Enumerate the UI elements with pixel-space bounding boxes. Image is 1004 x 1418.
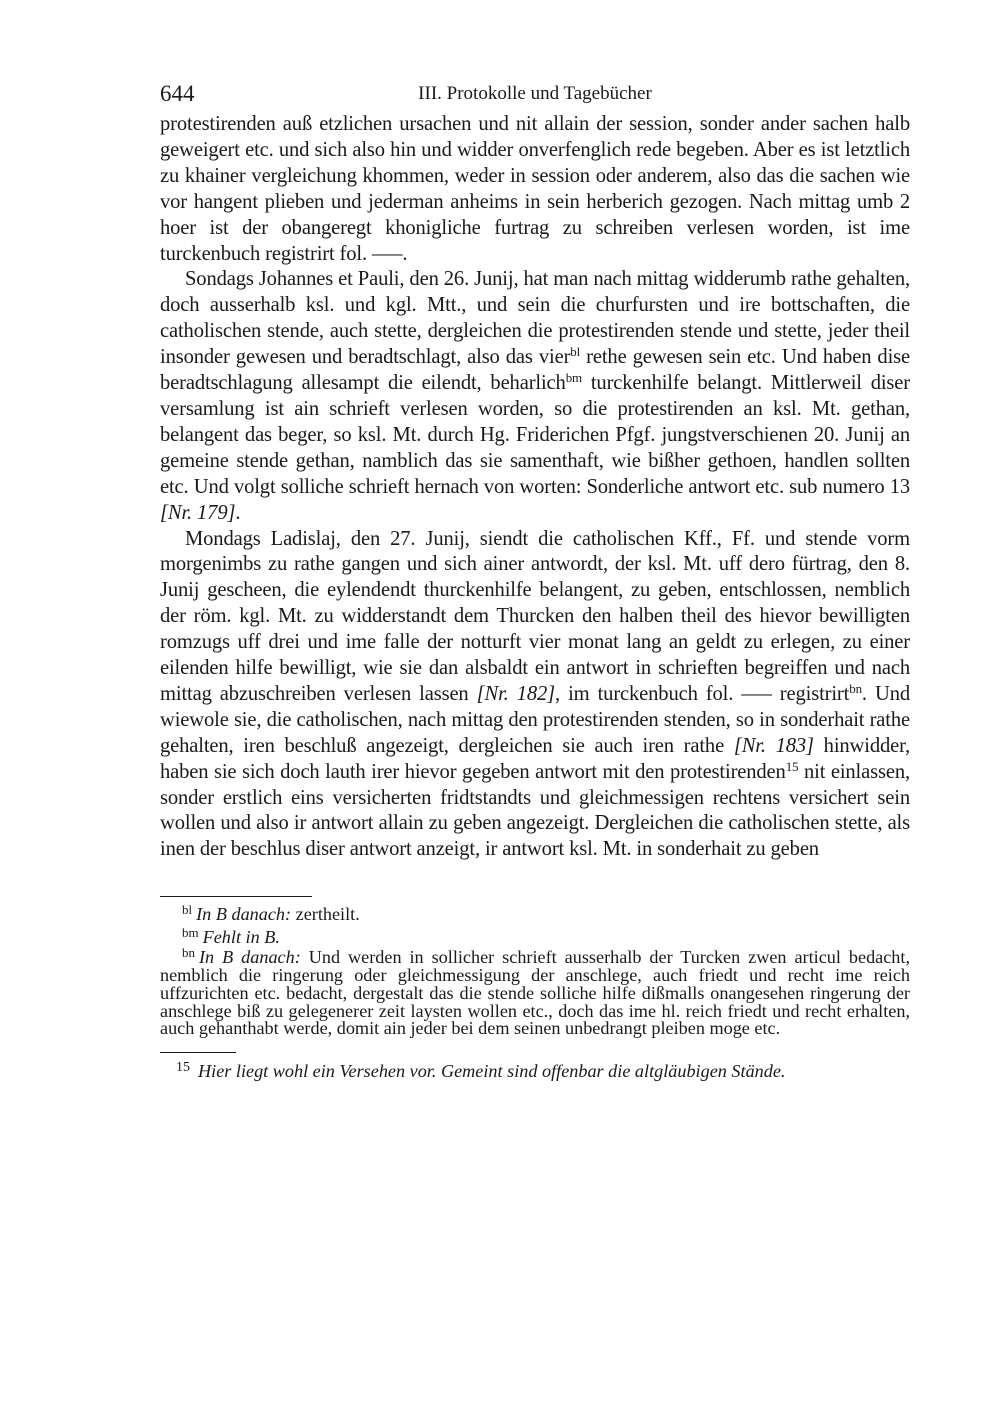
running-title: III. Protokolle und Tagebücher [418,83,652,104]
cross-reference: [Nr. 179] [160,501,236,524]
cross-reference: [Nr. 183] [733,734,814,757]
paragraph-sondags: Sondags Johannes et Pauli, den 26. Junij, hat man nach mittag widderumb rathe gehalten, doch ausserhalb ksl. und kgl. Mtt., und sein die churfursten und ire bottschaften, die catholischen stende, auch stette, dergleichen die protestirenden stende und stette, jeder theil insonder gewesen und beradtschlagt, also das vier$^{bl}$ rethe gewesen sein etc. Und haben dise beradtschlagung allesampt die eilendt, beharlich$^{bm}$ turckenhilfe belangt. Mittlerweil diser versamlung ist ain schrieft verlesen worden, so die protestirenden an ksl. Mt. gethan, belangent das beger, so ksl. Mt. durch Hg. Friderichen Pfgf. jungstverschienen 20. Junij an gemeine stende gethan, namblich das sie samenthaft, wie bißher gethoen, handlen sollten etc. Und volgt solliche schrieft hernach von worten: Sonderliche antwort etc. sub numero 13 [Nr. 179]. [160,268,910,524]
notes-divider [160,896,312,897]
note-bl: $^{bl}$ In B danach: zertheilt. [182,902,360,925]
main-text [160,112,910,863]
note-bm: $^{bm}$ Fehlt in B. [182,925,280,948]
running-header [160,76,910,112]
document-page [160,76,910,1083]
footnote-mark-15: 15 [785,758,799,774]
paragraph-continuation: protestirenden auß etzlichen ursachen und nit allain der session, sonder ander sachen halb geweigert etc. und sich also hin und widder onverfenglich rede begeben. Aber es ist letztlich zu khainer vergleichung khommen, weder in session oder anderem, also das die sachen wie vor hangent plieben und jederman anheims in sein herberich gezogen. Nach mittag umb 2 hoer ist der obangeregt khonigliche furtrag zu schreiben verlesen worden, ist ime turckenbuch registrirt fol. –––. [160,113,910,265]
footnote-divider [160,1052,236,1053]
footnote-15: $^{15}$ Hier liegt wohl ein Versehen vor. Gemeint sind offenbar die altgläubigen Stände. [176,1060,786,1082]
page-number: 644 [160,81,195,106]
note-mark-bm: bm [565,370,582,386]
textual-notes [160,903,910,1038]
cross-reference: [Nr. 182] [476,682,556,705]
note-bn: $^{bn}$ In B danach: Und werden in sollicher schrieft ausserhalb der Turcken zwen articul bedacht, nemblich die ringerung oder gleichmessigung der anschlege, auch friedt und recht ime reich uffzurichten etc. bedacht, dergestalt das die stende solliche hilfe dißmalls onangesehen ringerung der anschlege biß zu gelegenerer zeit laysten wollen etc., doch das ime hl. reich friedt und recht erhalten, auch gehanthabt werde, domit ain jeder bei dem seinen unbedrangt pleiben moge etc. [160,945,910,1039]
note-mark-bn: bn [849,680,862,696]
paragraph-mondags: Mondags Ladislaj, den 27. Junij, siendt die catholischen Kff., Ff. und stende vorm morgenimbs zu rathe gangen und sich ainer antwordt, der ksl. Mt. uff dero fürtrag, den 8. Junij gescheen, die eylendendt thurckenhilfe belangent, zu geben, entschlossen, nemblich der röm. kgl. Mt. zu widderstandt dem Thurcken den halben theil des hievor bewilligten romzugs uff drei und ime falle der notturft vier monat lang an geldt zu erlegen, zu einer eilenden hilfe bewilligt, wie sie dan alsbaldt ein antwort in schrieften begreiffen und nach mittag abzuschreiben verlesen lassen [Nr. 182], im turckenbuch fol. ––– registrirt$^{bn}$. Und wiewole sie, die catholischen, nach mittag den protestirenden stenden, so in sonderhait rathe gehalten, iren beschluß angezeigt, dergleichen sie auch iren rathe [Nr. 183] hinwidder, haben sie sich doch lauth irer hievor gegeben antwort mit den protestirenden$^{15}$ nit einlassen, sonder erstlich eins versicherten fridtstandts und gleichmessigen rechtens versichert sein wollen und also ir antwort allain zu geben angezeigt. Dergleichen die catholischen stette, als inen der beschlus diser antwort anzeigt, ir antwort ksl. Mt. in sonderhait zu geben [160,527,910,861]
note-mark-bl: bl [570,344,581,360]
